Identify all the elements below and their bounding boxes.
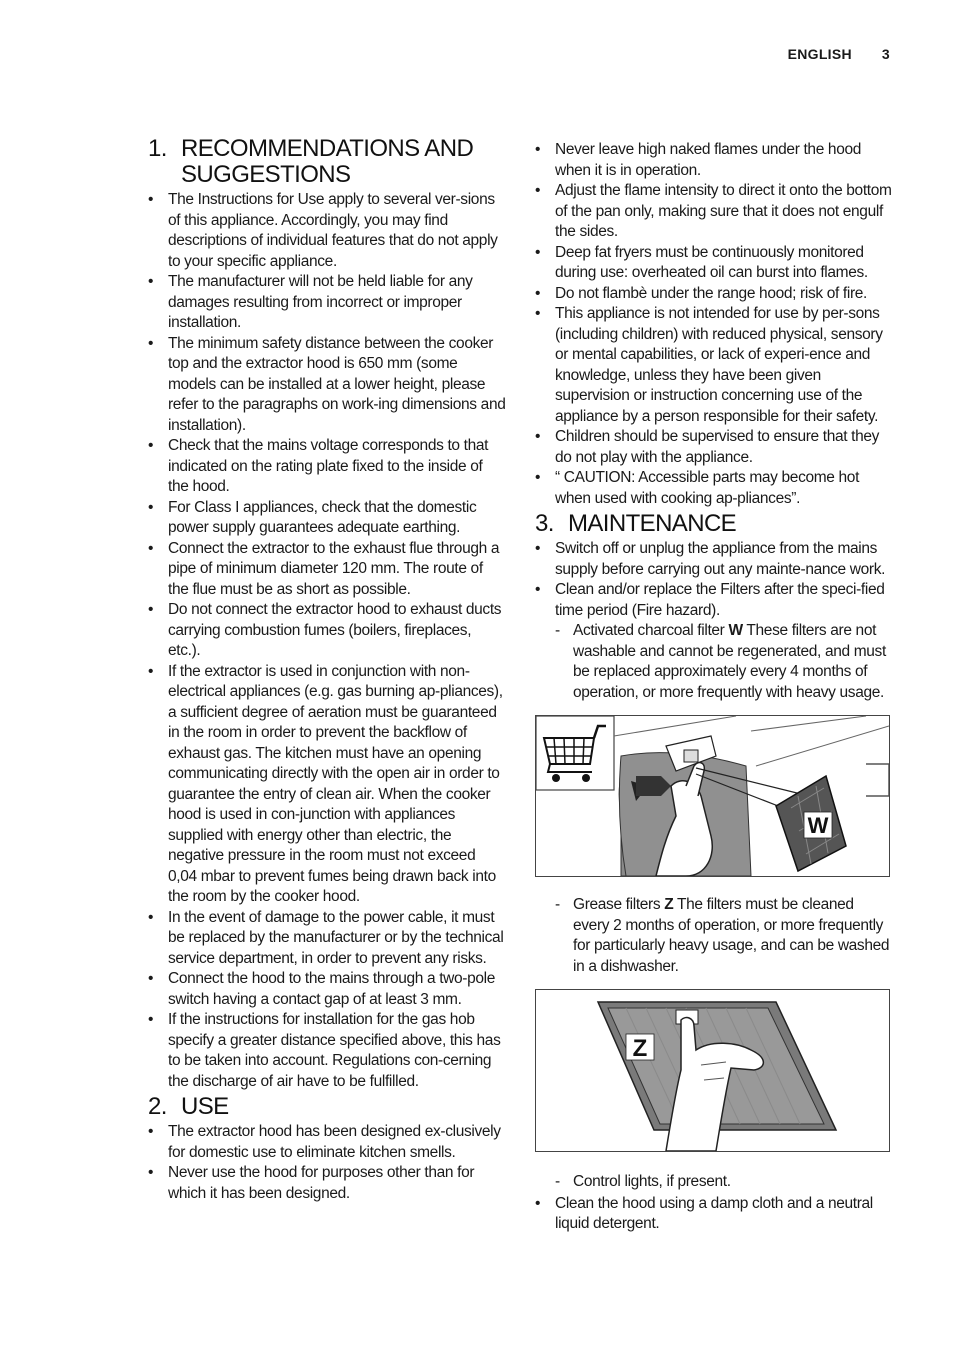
section-3-number: 3. <box>535 510 554 537</box>
list-item: • Do not connect the extractor hood to exhaust ducts carrying combustion fumes (boilers, fireplaces, etc.). <box>148 600 506 662</box>
section-1-list <box>148 190 506 1092</box>
list-item: • The manufacturer will not be held liable for any damages resulting from incorrect or improper installation. <box>148 272 506 334</box>
section-2-list <box>148 1122 506 1204</box>
figure-label-z: Z <box>632 1035 648 1062</box>
section-1-heading <box>148 136 506 188</box>
section-3-list <box>535 539 893 703</box>
figure-label-w: W <box>807 813 829 838</box>
section-3-heading <box>535 511 893 537</box>
section-3-list-2 <box>535 895 893 977</box>
section-3-list-3 <box>535 1172 893 1235</box>
list-item: • Never leave high naked flames under the hood when it is in operation. <box>535 140 893 181</box>
charcoal-filter-item: - Activated charcoal filter W These filters are not washable and cannot be regenerated, and must be replaced approximately every 4 months of operation, or more frequently with heavy usage. <box>535 621 893 703</box>
charcoal-filter-illustration <box>535 715 890 877</box>
list-item: • Adjust the flame intensity to direct it onto the bottom of the pan only, making sure that it does not engulf the sides. <box>535 181 893 243</box>
list-item: • Never use the hood for purposes other than for which it has been designed. <box>148 1163 506 1204</box>
charcoal-filter-letter: W <box>728 622 743 639</box>
grease-filter-item: - Grease filters Z The filters must be cleaned every 2 months of operation, or more frequently for particularly heavy usage, and can be washed in a dishwasher. <box>535 895 893 977</box>
language-label: ENGLISH <box>787 46 852 62</box>
list-item: • In the event of damage to the power cable, it must be replaced by the manufacturer or by the technical service department, in order to prevent any risks. <box>148 908 506 970</box>
list-item: • Clean the hood using a damp cloth and a neutral liquid detergent. <box>535 1194 893 1235</box>
list-item: • The extractor hood has been designed ex-clusively for domestic use to eliminate kitchen smells. <box>148 1122 506 1163</box>
left-column <box>148 136 506 1204</box>
grease-filter-illustration <box>535 989 890 1152</box>
section-2-title: USE <box>181 1093 229 1120</box>
section-2-number: 2. <box>148 1093 167 1120</box>
shopping-cart-icon <box>536 716 614 790</box>
list-item: • For Class I appliances, check that the domestic power supply guarantees adequate earthing. <box>148 498 506 539</box>
list-item: • This appliance is not intended for use by per-sons (including children) with reduced physical, sensory or mental capabilities, or lack of experi-ence and knowledge, unless they have been given supervision or instruction concerning use of the appliance by a person responsible for their safety. <box>535 304 893 427</box>
section-2-heading <box>148 1094 506 1120</box>
section-1-title: RECOMMENDATIONS AND SUGGESTIONS <box>181 135 474 188</box>
section-1-number: 1. <box>148 135 167 162</box>
page-header <box>788 46 890 62</box>
section-2-list-continued <box>535 140 893 509</box>
list-item: • Connect the hood to the mains through a two-pole switch having a contact gap of at least 3 mm. <box>148 969 506 1010</box>
page-number: 3 <box>881 46 890 62</box>
list-item: • If the extractor is used in conjunction with non-electrical appliances (e.g. gas burning ap-pliances), a sufficient degree of aeration must be guaranteed in the room in order to prevent the backflow of exhaust gas. The kitchen must have an opening communicating directly with the open air in order to guarantee the entry of clean air. When the cooker hood is used in con-junction with appliances supplied with energy other than electric, the negative pressure in the room must not exceed 0,04 mbar to prevent fumes being drawn back into the room by the cooker hood. <box>148 662 506 908</box>
list-item: • If the instructions for installation for the gas hob specify a greater distance specified above, this has to be taken into account. Regulations con-cerning the discharge of air have to be fulfilled. <box>148 1010 506 1092</box>
list-item: • Do not flambè under the range hood; risk of fire. <box>535 284 893 305</box>
right-column <box>535 140 893 1235</box>
list-item: • Switch off or unplug the appliance from the mains supply before carrying out any mainte-nance work. <box>535 539 893 580</box>
list-item: • “ CAUTION: Accessible parts may become hot when used with cooking ap-pliances”. <box>535 468 893 509</box>
list-item: • Deep fat fryers must be continuously monitored during use: overheated oil can burst into flames. <box>535 243 893 284</box>
list-item: • The Instructions for Use apply to several ver-sions of this appliance. Accordingly, you may find descriptions of individual features that do not apply to your specific appliance. <box>148 190 506 272</box>
list-item: • Check that the mains voltage corresponds to that indicated on the rating plate fixed to the inside of the hood. <box>148 436 506 498</box>
list-item: • Children should be supervised to ensure that they do not play with the appliance. <box>535 427 893 468</box>
list-item: • Clean and/or replace the Filters after the speci-fied time period (Fire hazard). <box>535 580 893 621</box>
grease-filter-letter: Z <box>664 896 674 913</box>
list-item: • The minimum safety distance between the cooker top and the extractor hood is 650 mm (some models can be installed at a lower height, please refer to the paragraphs on work-ing dimensions and installation). <box>148 334 506 437</box>
list-item: • Connect the extractor to the exhaust flue through a pipe of minimum diameter 120 mm. The route of the flue must be as short as possible. <box>148 539 506 601</box>
section-3-title: MAINTENANCE <box>568 510 737 537</box>
control-lights-item: - Control lights, if present. <box>535 1172 893 1193</box>
